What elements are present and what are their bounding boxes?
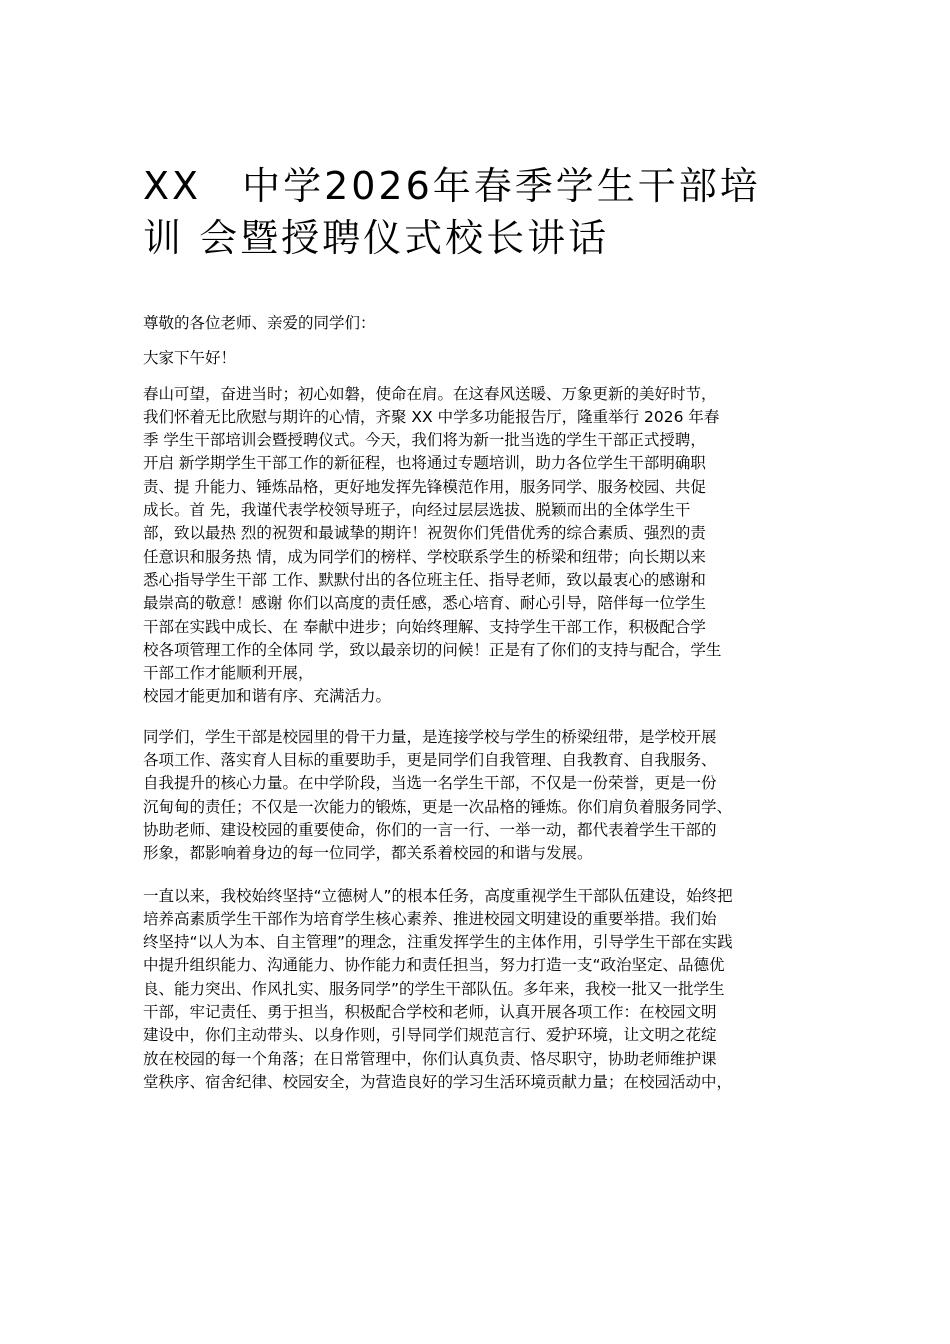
paragraph-opening: 春山可望，奋进当时；初心如磐，使命在肩。在这春风送暖、万象更新的美好时节， 我们怀着无比欣慰与期许的心情，齐聚 XX 中学多功能报告厅，隆重举行 2026 年春 季 学生干部培训会暨授聘仪式。今天，我们将为新一批当选的学生干部正式授聘， 开启 新学期学生干部工作的新征程，也将通过专题培训，助力各位学生干部明确职 责、提 升能力、锤炼品格，更好地发挥先锋模范作用，服务同学、服务校园、共促 成长。首 先，我谨代表学校领导班子，向经过层层选拔、脱颖而出的全体学生干 部，致以最热 烈的祝贺和最诚挚的期许！祝贺你们凭借优秀的综合素质、强烈的责 任意识和服务热 情，成为同学们的榜样、学校联系学生的桥梁和纽带；向长期以来 悉心指导学生干部 工作、默默付出的各位班主任、指导老师，致以最衷心的感谢和 最崇高的敬意！感谢 你们以高度的责任感，悉心培育、耐心引导，陪伴每一位学生 干部在实践中成长、在 奉献中进步；向始终理解、支持学生干部工作，积极配合学 校各项管理工作的全体同 学，致以最亲切的问候！正是有了你们的支持与配合，学生 干部工作才能顺利开展， 校园才能更加和谐有序、充满活力。: [143, 384, 722, 706]
paragraph-role: 同学们，学生干部是校园里的骨干力量，是连接学校与学生的桥梁纽带，是学校开展 各项工作、落实育人目标的重要助手，更是同学们自我管理、自我教育、自我服务、 自我提升的核心力量。在中学阶段，当选一名学生干部，不仅是一份荣誉，更是一份 沉甸甸的责任；不仅是一次能力的锻炼，更是一次品格的锤炼。你们肩负着服务同学、 协助老师、建设校园的重要使命，你们的一言一行、一举一动，都代表着学生干部的 形象，都影响着身边的每一位同学，都关系着校园的和谐与发展。: [143, 727, 733, 863]
document-title: XX 中学2026年春季学生干部培 训 会暨授聘仪式校长讲话: [143, 164, 761, 260]
salutation: 尊敬的各位老师、亲爱的同学们：: [143, 314, 376, 332]
greeting: 大家下午好！: [143, 349, 237, 368]
document-body: [143, 312, 815, 1094]
paragraph-history: 一直以来，我校始终坚持“立德树人”的根本任务，高度重视学生干部队伍建设，始终把 培养高素质学生干部作为培育学生核心素养、推进校园文明建设的重要举措。我们始 终坚持“以人为本、自主管理”的理念，注重发挥学生的主体作用，引导学生干部在实践 中提升组织能力、沟通能力、协作能力和责任担当，努力打造一支“政治坚定、品德优 良、能力突出、作风扎实、服务同学”的学生干部队伍。多年来，我校一批又一批学生 干部，牢记责任、勇于担当，积极配合学校和老师，认真开展各项工作：在校园文明 建设中，你们主动带头、以身作则，引导同学们规范言行、爱护环境，让文明之花绽 放在校园的每一个角落；在日常管理中，你们认真负责、恪尽职守，协助老师维护课 堂秩序、宿舍纪律、校园安全，为营造良好的学习生活环境贡献力量；在校园活动中，: [143, 886, 733, 1091]
